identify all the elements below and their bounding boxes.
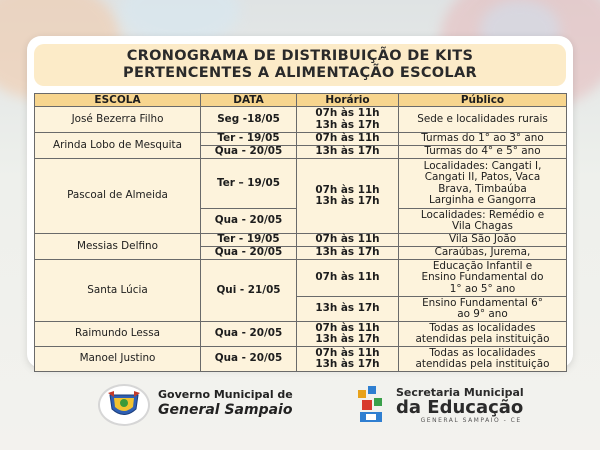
table-row bbox=[35, 133, 567, 146]
table-row bbox=[35, 159, 567, 209]
table-row bbox=[35, 107, 567, 133]
sec-line-2: da Educação bbox=[396, 397, 524, 418]
school-name: Pascoal de Almeida bbox=[35, 159, 201, 234]
public-cell: Caraúbas, Jurema, bbox=[399, 247, 567, 260]
date-cell: Ter – 19/05 bbox=[201, 159, 297, 209]
municipal-government-label bbox=[158, 388, 293, 418]
time-cell: 07h às 11h bbox=[297, 234, 399, 247]
date-cell: Qua - 20/05 bbox=[201, 347, 297, 372]
school-name: Raimundo Lessa bbox=[35, 322, 201, 347]
date-cell: Qua - 20/05 bbox=[201, 247, 297, 260]
time-cell: 07h às 11h 13h às 17h bbox=[297, 347, 399, 372]
time-cell: 07h às 11h bbox=[297, 133, 399, 146]
public-cell: Turmas do 4° e 5° ano bbox=[399, 146, 567, 159]
sec-line-1: Secretaria Municipal bbox=[396, 386, 524, 399]
time-cell: 07h às 11h 13h às 17h bbox=[297, 107, 399, 133]
public-cell: Todas as localidades atendidas pela instituição bbox=[399, 322, 567, 347]
school-name: Manoel Justino bbox=[35, 347, 201, 372]
school-name: Arinda Lobo de Mesquita bbox=[35, 133, 201, 159]
header-escola: ESCOLA bbox=[35, 94, 201, 107]
time-cell: 13h às 17h bbox=[297, 297, 399, 322]
title-banner bbox=[34, 44, 566, 86]
header-horario: Horário bbox=[297, 94, 399, 107]
time-cell: 07h às 11h bbox=[297, 260, 399, 297]
school-name: Santa Lúcia bbox=[35, 260, 201, 322]
date-cell: Qui - 21/05 bbox=[201, 260, 297, 322]
school-name: José Bezerra Filho bbox=[35, 107, 201, 133]
gov-line-1: Governo Municipal de bbox=[158, 388, 293, 401]
date-cell: Qua - 20/05 bbox=[201, 322, 297, 347]
date-cell: Ter - 19/05 bbox=[201, 234, 297, 247]
municipal-coat-of-arms-icon bbox=[98, 384, 150, 426]
education-secretariat-logo-icon bbox=[356, 384, 390, 426]
table-row bbox=[35, 347, 567, 372]
date-cell: Seg -18/05 bbox=[201, 107, 297, 133]
education-secretariat-label bbox=[396, 386, 524, 424]
table-row bbox=[35, 234, 567, 247]
date-cell: Qua - 20/05 bbox=[201, 146, 297, 159]
table-header-row bbox=[35, 94, 567, 107]
public-cell: Ensino Fundamental 6° ao 9° ano bbox=[399, 297, 567, 322]
public-cell: Vila São João bbox=[399, 234, 567, 247]
time-cell: 13h às 17h bbox=[297, 247, 399, 260]
school-name: Messias Delfino bbox=[35, 234, 201, 260]
public-cell: Educação Infantil e Ensino Fundamental do 1° ao 5° ano bbox=[399, 260, 567, 297]
table-row bbox=[35, 260, 567, 297]
date-cell: Ter - 19/05 bbox=[201, 133, 297, 146]
public-cell: Localidades: Remédio e Vila Chagas bbox=[399, 209, 567, 234]
header-publico: Público bbox=[399, 94, 567, 107]
time-cell: 13h às 17h bbox=[297, 146, 399, 159]
time-cell: 07h às 11h 13h às 17h bbox=[297, 322, 399, 347]
title-line-1: CRONOGRAMA DE DISTRIBUIÇÃO DE KITS bbox=[126, 48, 474, 64]
sec-line-3: GENERAL SAMPAIO - CE bbox=[420, 417, 522, 424]
public-cell: Turmas do 1° ao 3° ano bbox=[399, 133, 567, 146]
title-line-2: PERTENCENTES A ALIMENTAÇÃO ESCOLAR bbox=[123, 65, 477, 81]
time-cell: 07h às 11h 13h às 17h bbox=[297, 159, 399, 234]
public-cell: Localidades: Cangati I, Cangati II, Patos, Vaca Brava, Timbaúba Larginha e Gangorra bbox=[399, 159, 567, 209]
public-cell: Sede e localidades rurais bbox=[399, 107, 567, 133]
gov-line-2: General Sampaio bbox=[158, 402, 293, 418]
public-cell: Todas as localidades atendidas pela instituição bbox=[399, 347, 567, 372]
distribution-schedule-table bbox=[34, 93, 567, 372]
table-row bbox=[35, 322, 567, 347]
date-cell: Qua - 20/05 bbox=[201, 209, 297, 234]
header-data: DATA bbox=[201, 94, 297, 107]
